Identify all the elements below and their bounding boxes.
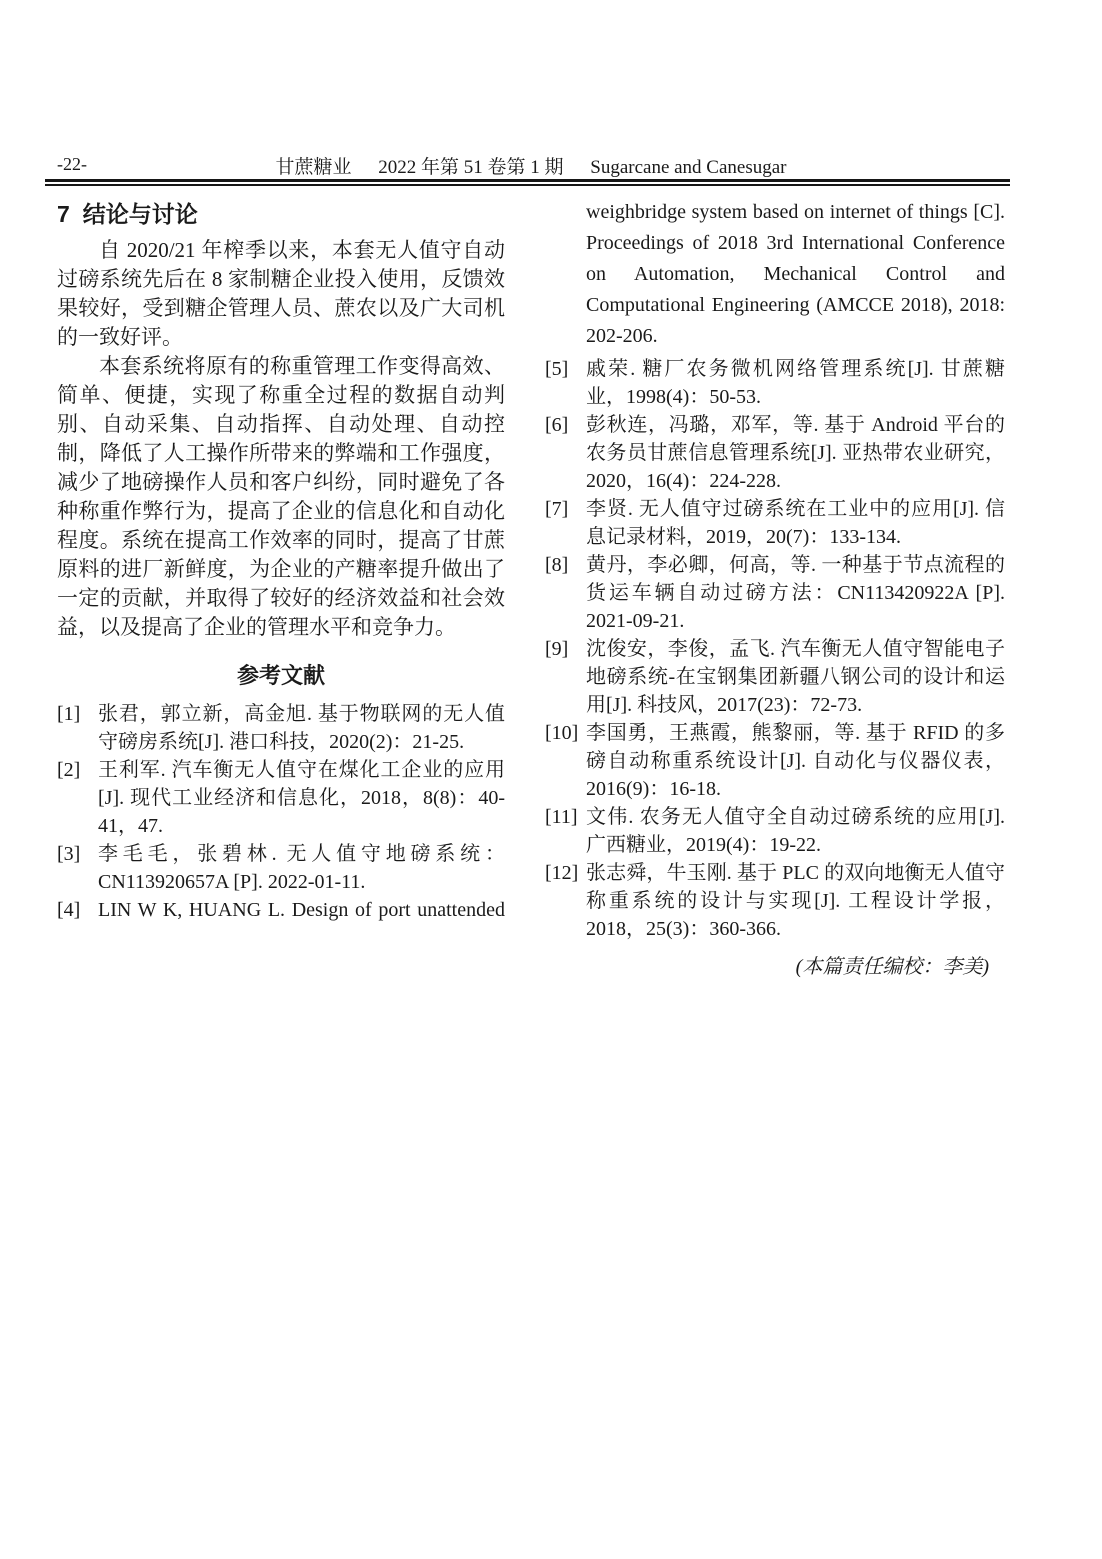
reference-label: [12] xyxy=(545,862,579,884)
reference-item-4 xyxy=(57,896,505,924)
conclusion-paragraph-1: 自 2020/21 年榨季以来，本套无人值守自动过磅系统先后在 8 家制糖企业投入使用，反馈效果较好，受到糖企管理人员、蔗农以及广大司机的一致好评。 xyxy=(57,238,505,349)
reference-text: 彭秋连，冯璐，邓军，等. 基于 Android 平台的农务员甘蔗信息管理系统[J]. 亚热带农业研究，2020，16(4)：224-228. xyxy=(586,414,1005,492)
section-number: 7 xyxy=(57,201,70,227)
journal-issue: 2022 年第 51 卷第 1 期 xyxy=(378,157,564,178)
reference-label: [4] xyxy=(57,899,81,921)
reference-item-11 xyxy=(545,803,1005,859)
section-heading xyxy=(57,199,505,229)
content-columns xyxy=(57,197,1005,981)
reference-label: [9] xyxy=(545,638,569,660)
reference-item-5 xyxy=(545,355,1005,411)
page-number: -22- xyxy=(57,154,87,174)
reference-text: 李贤. 无人值守过磅系统在工业中的应用[J]. 信息记录材料，2019，20(7)：133-134. xyxy=(586,498,1005,548)
reference-text: 戚荣. 糖厂农务微机网络管理系统[J]. 甘蔗糖业，1998(4)：50-53. xyxy=(586,358,1005,408)
left-column xyxy=(57,197,505,981)
reference-item-4-continuation: weighbridge system based on internet of things [C]. Proceedings of 2018 3rd International Conference on Automation, Mechanical Control and Computational Engineering (AMCCE 2018), 2018: 202-206. xyxy=(586,201,1005,347)
reference-label: [10] xyxy=(545,722,579,744)
reference-item-12 xyxy=(545,859,1005,943)
references-heading: 参考文献 xyxy=(236,663,325,688)
reference-label: [2] xyxy=(57,759,81,781)
reference-item-2 xyxy=(57,756,505,840)
reference-item-6 xyxy=(545,411,1005,495)
reference-text: 沈俊安，李俊，孟飞. 汽车衡无人值守智能电子地磅系统-在宝钢集团新疆八钢公司的设计和运用[J]. 科技风，2017(23)：72-73. xyxy=(586,638,1005,716)
journal-title-cn: 甘蔗糖业 xyxy=(275,157,352,178)
reference-text: 张君，郭立新，高金旭. 基于物联网的无人值守磅房系统[J]. 港口科技，2020(2)：21-25. xyxy=(98,703,505,753)
reference-item-8 xyxy=(545,551,1005,635)
section-title: 结论与讨论 xyxy=(82,201,198,227)
conclusion-paragraph-2: 本套系统将原有的称重管理工作变得高效、简单、便捷，实现了称重全过程的数据自动判别、自动采集、自动指挥、自动处理、自动控制，降低了人工操作所带来的弊端和工作强度，减少了地磅操作人员和客户纠纷，同时避免了各种称重作弊行为，提高了企业的信息化和自动化程度。系统在提高工作效率的同时，提高了甘蔗原料的进厂新鲜度，为企业的产糖率提升做出了一定的贡献，并取得了较好的经济效益和社会效益，以及提高了企业的管理水平和竞争力。 xyxy=(57,354,505,639)
reference-item-9 xyxy=(545,635,1005,719)
reference-text: 文伟. 农务无人值守全自动过磅系统的应用[J]. 广西糖业，2019(4)：19-22. xyxy=(586,806,1005,856)
reference-item-7 xyxy=(545,495,1005,551)
editor-note: (本篇责任编校：李美) xyxy=(795,956,989,978)
header-double-rule xyxy=(45,179,1010,186)
reference-label: [5] xyxy=(545,358,569,380)
reference-label: [8] xyxy=(545,554,569,576)
reference-text: 李国勇，王燕霞，熊黎丽，等. 基于 RFID 的多磅自动称重系统设计[J]. 自动化与仪器仪表，2016(9)：16-18. xyxy=(586,722,1005,800)
reference-item-3 xyxy=(57,840,505,896)
journal-header-line xyxy=(57,152,1005,179)
reference-label: [3] xyxy=(57,843,81,865)
reference-label: [7] xyxy=(545,498,569,520)
reference-item-1 xyxy=(57,700,505,756)
reference-text: 李毛毛，张碧林. 无人值守地磅系统：CN113920657A [P]. 2022-01-11. xyxy=(98,843,505,893)
reference-label: [6] xyxy=(545,414,569,436)
reference-text: LIN W K, HUANG L. Design of port unattended xyxy=(98,899,505,921)
reference-text: 王利军. 汽车衡无人值守在煤化工企业的应用[J]. 现代工业经济和信息化，2018，8(8)：40-41，47. xyxy=(98,759,505,837)
reference-label: [1] xyxy=(57,703,81,725)
journal-title-en: Sugarcane and Canesugar xyxy=(590,157,787,178)
page-header xyxy=(57,152,1005,178)
reference-item-10 xyxy=(545,719,1005,803)
reference-text: 黄丹，李必卿，何高，等. 一种基于节点流程的货运车辆自动过磅方法：CN113420922A [P]. 2021-09-21. xyxy=(586,554,1005,632)
reference-label: [11] xyxy=(545,806,578,828)
reference-text: 张志舜，牛玉刚. 基于 PLC 的双向地衡无人值守称重系统的设计与实现[J]. 工程设计学报，2018，25(3)：360-366. xyxy=(586,862,1005,940)
right-column xyxy=(545,197,1005,981)
